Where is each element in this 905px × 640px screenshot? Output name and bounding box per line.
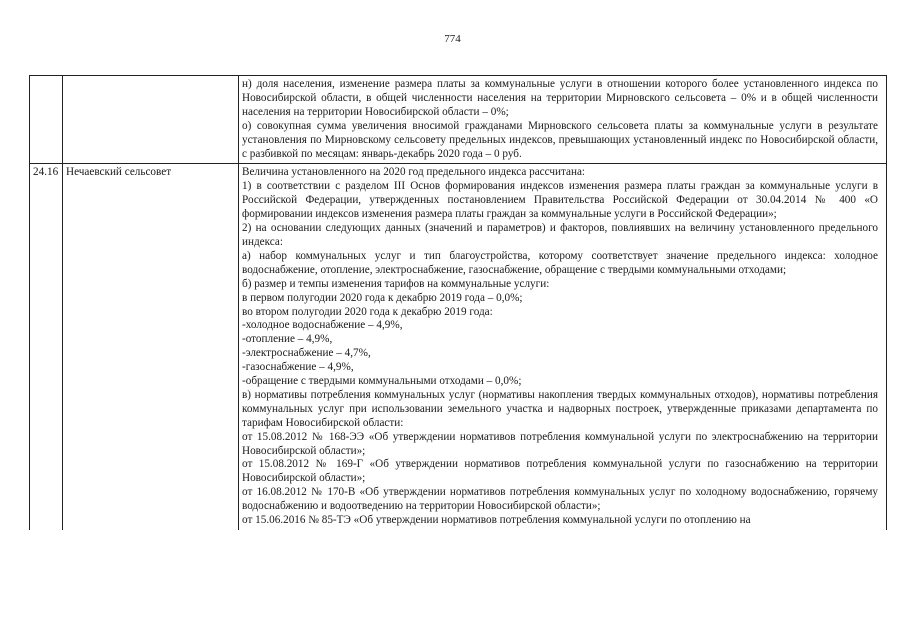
table-body xyxy=(30,76,887,531)
paragraph: о) совокупная сумма увеличения вносимой гражданами Мирновского сельсовета платы за коммунальные услуги в результате установления по Мирновскому сельсовету предельных индексов, превышающих установленный индекс по Новосибирской области, с разбивкой по месяцам: январь-декабрь 2020 года – 0 руб. xyxy=(242,119,878,160)
paragraph: от 15.06.2016 № 85-ТЭ «Об утверждении нормативов потребления коммунальной услуги по отоплению на xyxy=(242,514,751,527)
document-table xyxy=(29,75,887,530)
paragraph: -обращение с твердыми коммунальными отходами – 0,0%; xyxy=(242,375,522,388)
paragraph: от 16.08.2012 № 170-В «Об утверждении нормативов потребления коммунальных услуг по холодному водоснабжению, горячему водоснабжению и водоотведению на территории Новосибирской области»; xyxy=(242,486,878,513)
page-number: 774 xyxy=(444,33,461,45)
paragraph: в) нормативы потребления коммунальных услуг (нормативы накопления твердых коммунальных отходов), нормативы потребления коммунальных услуг при использовании земельного участка и надворных построек, утвержденные приказами департамента по тарифам Новосибирской области: xyxy=(242,388,878,429)
paragraph: 2) на основании следующих данных (значений и параметров) и факторов, повлиявших на величину установленного предельного индекса: xyxy=(242,222,878,248)
paragraph: н) доля населения, изменение размера платы за коммунальные услуги в отношении которого более установленного индекса по Новосибирской области, в общей численности населения на территории Мирновского сельсовета – 0% и в общей численности населения на территории Новосибирской области – 0%; xyxy=(242,78,878,118)
paragraph: Величина установленного на 2020 год предельного индекса рассчитана: xyxy=(242,166,586,179)
row-text-cell xyxy=(239,76,887,164)
paragraph: 1) в соответствии с разделом III Основ формирования индексов изменения размера платы граждан за коммунальные услуги в Российской Федерации, утвержденных постановлением Правительства Российской Федерации от 30.04.2014 № 400 «О формировании индексов изменения размера платы граждан за коммунальные услуги в Российской Федерации»; xyxy=(242,180,878,221)
row-name-cell xyxy=(63,76,239,164)
paragraph: а) набор коммунальных услуг и тип благоустройства, которому соответствует значение предельного индекса: холодное водоснабжение, отопление, электроснабжение, газоснабжение, обращение с твердыми коммунальными отходами; xyxy=(242,249,878,276)
paragraph: -электроснабжение – 4,7%, xyxy=(242,347,371,360)
row-name-cell: Нечаевский сельсовет xyxy=(63,164,239,530)
paragraph: во втором полугодии 2020 года к декабрю 2019 года: xyxy=(242,305,493,318)
row-number-cell: 24.16 xyxy=(30,164,63,530)
paragraph: от 15.08.2012 № 169-Г «Об утверждении нормативов потребления коммунальной услуги по газоснабжению на территории Новосибирской области»; xyxy=(242,458,878,485)
table-row-continuation xyxy=(30,76,887,164)
row-text-cell xyxy=(239,164,887,530)
row-number-cell xyxy=(30,76,63,164)
paragraph: в первом полугодии 2020 года к декабрю 2019 года – 0,0%; xyxy=(242,291,523,304)
table-row-nechaevsky xyxy=(30,164,887,530)
paragraph: б) размер и темпы изменения тарифов на коммунальные услуги: xyxy=(242,277,550,290)
paragraph: -отопление – 4,9%, xyxy=(242,333,333,346)
paragraph: от 15.08.2012 № 168-ЭЭ «Об утверждении нормативов потребления коммунальной услуги по электроснабжению на территории Новосибирской области»; xyxy=(242,430,878,457)
paragraph: -газоснабжение – 4,9%, xyxy=(242,361,354,374)
paragraph: -холодное водоснабжение – 4,9%, xyxy=(242,319,403,332)
